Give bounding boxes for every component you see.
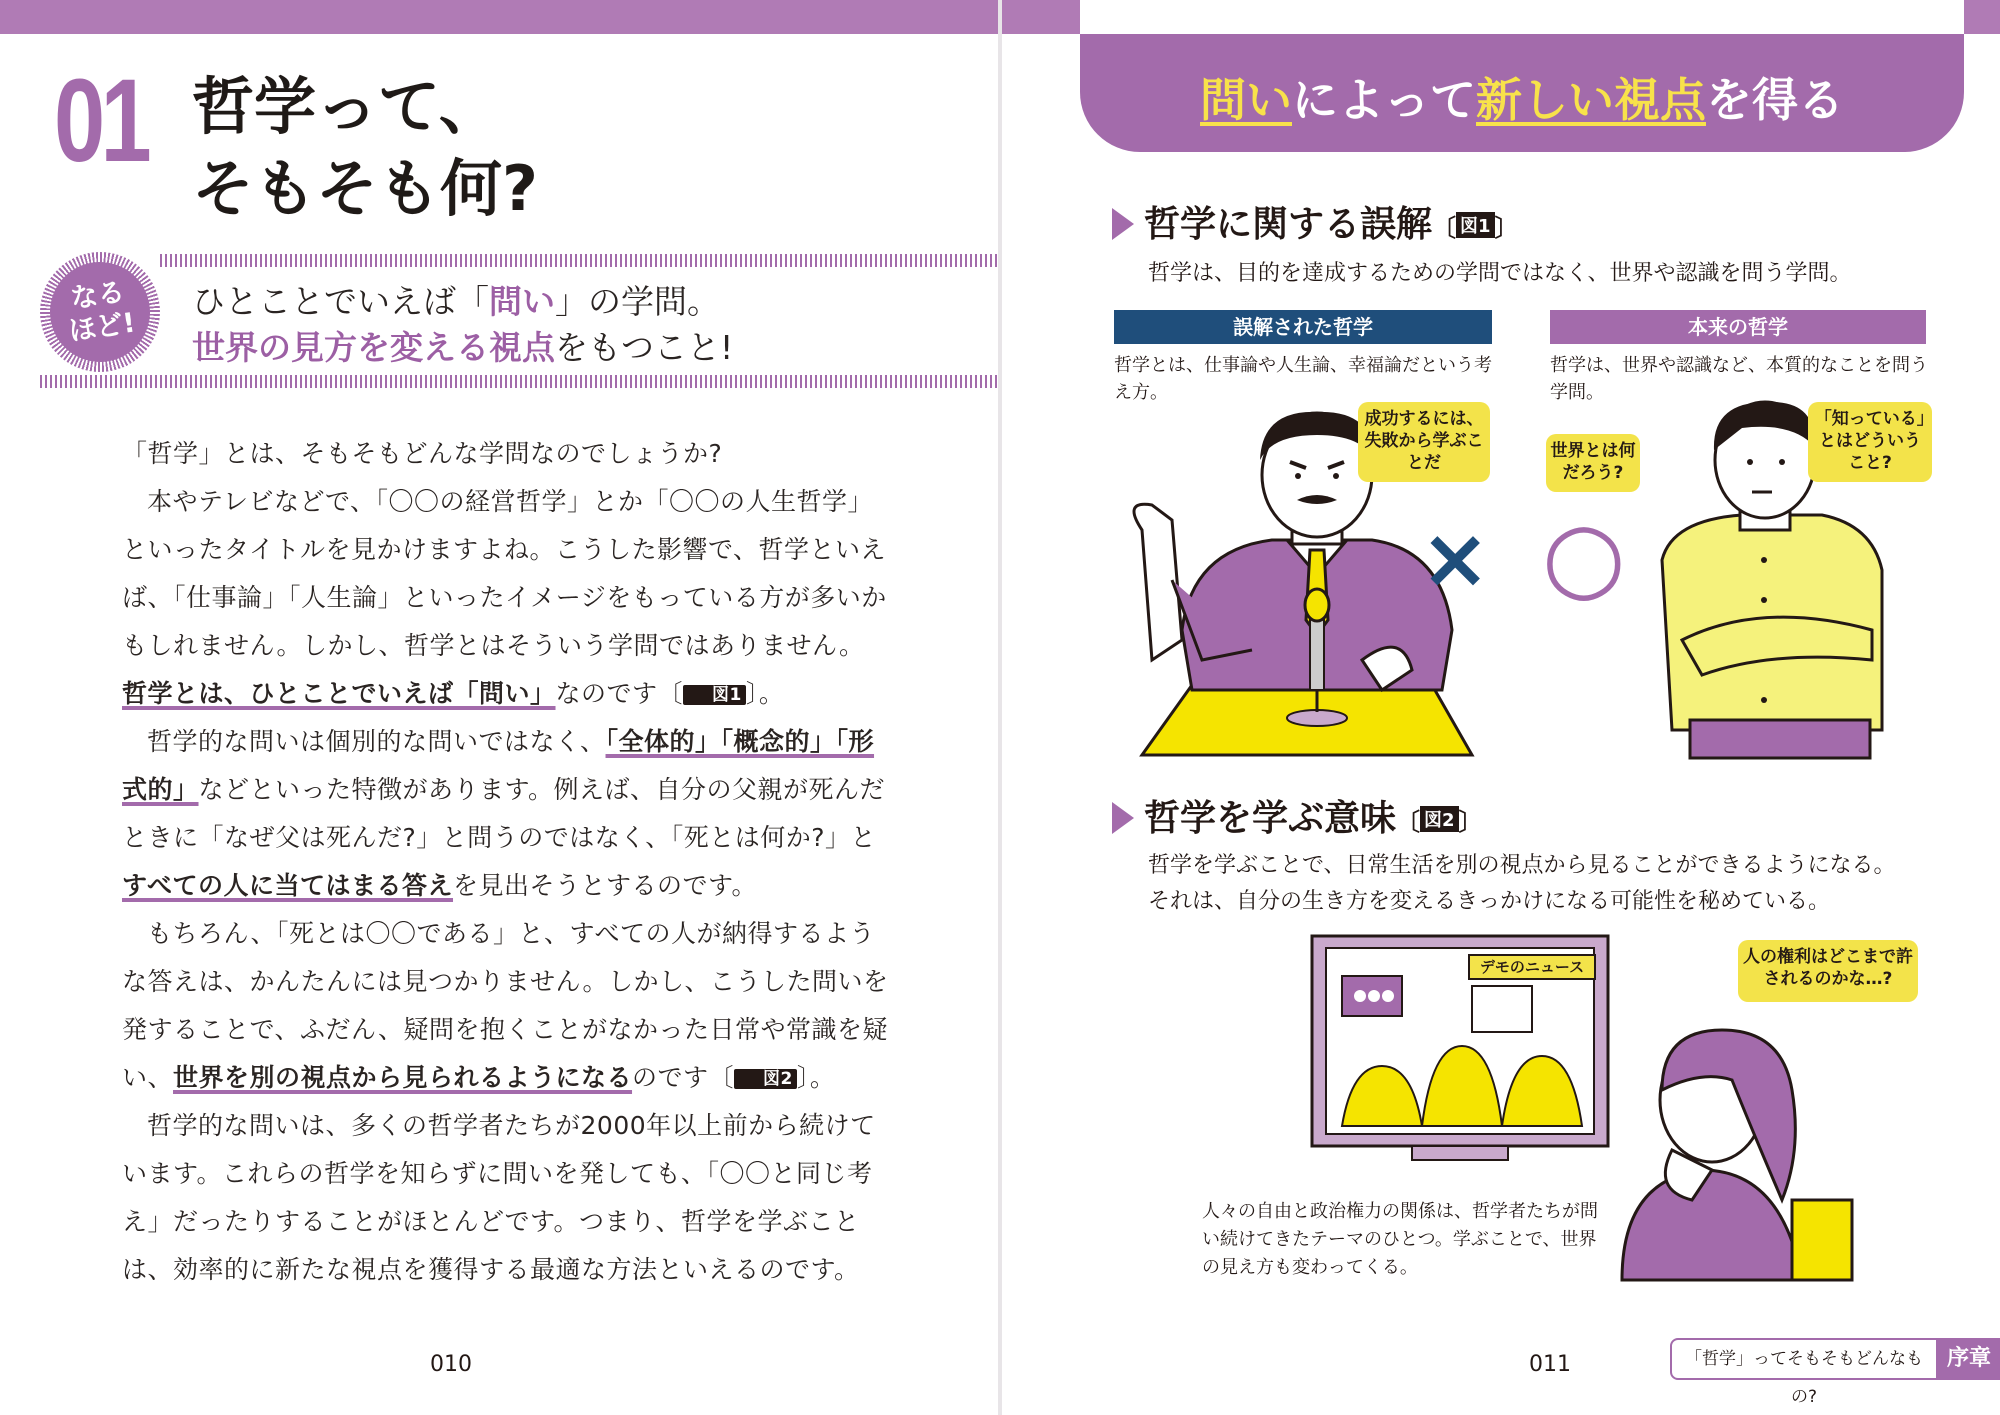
top-color-bar	[0, 0, 998, 34]
paragraph: 「哲学」とは、そもそもどんな学問なのでしょうか?	[122, 439, 723, 468]
chapter-number: 01	[54, 55, 148, 187]
triangle-bullet-icon	[1112, 208, 1134, 240]
figure-ref: 図1	[683, 685, 746, 705]
figure-2-caption: 人々の自由と政治権力の関係は、哲学者たちが問い続けてきたテーマのひとつ。学ぶことで、世界の見え方も変わってくる。	[1202, 1201, 1598, 1278]
tv-headline: デモのニュース	[1468, 954, 1596, 980]
speech-bubble: 世界とは何だろう?	[1546, 434, 1640, 492]
chapter-footer-tab	[1670, 1338, 2000, 1407]
misunderstood-desc: 哲学とは、仕事論や人生論、幸福論だという考え方。	[1114, 355, 1492, 403]
chapter-title	[192, 66, 538, 230]
circle-mark-icon: ○	[1542, 500, 1626, 612]
summary-box	[40, 252, 780, 392]
hatch-rule-top	[160, 254, 1040, 267]
footer-running-title: 「哲学」ってそもそもどんなもの?	[1670, 1338, 1938, 1380]
cross-mark-icon: ×	[1420, 509, 1491, 607]
badge-line-1: なる	[68, 276, 127, 315]
title-line-1: 哲学って、	[192, 70, 501, 143]
speech-bubble: 「知っている」とはどういうこと?	[1808, 402, 1932, 482]
badge-line-2: ほど!	[67, 307, 138, 348]
misunderstood-label: 誤解された哲学	[1114, 310, 1492, 344]
paragraph: 哲学的な問いは、多くの哲学者たちが2000年以上前から続けています。これらの哲学を知らずに問いを発しても、「〇〇と同じ考え」だったりすることがほとんどです。つまり、哲学を学ぶことは、効率的に新たな視点を獲得する最適な方法といえるのです。	[122, 1111, 876, 1284]
speech-bubble: 人の権利はどこまで許されるのかな…?	[1738, 940, 1918, 1002]
naruhodo-badge	[40, 252, 160, 372]
title-line-2: そもそも何?	[192, 152, 538, 225]
section-subtitle-1: 哲学は、目的を達成するための学問ではなく、世界や認識を問う学問。	[1148, 261, 1852, 286]
summary-line-2: 世界の見方を変える視点をもつこと!	[192, 328, 734, 367]
page-number: 010	[430, 1352, 472, 1377]
footer-chapter-label: 序章	[1938, 1338, 2000, 1380]
hatch-rule-bottom	[40, 375, 998, 388]
woman-illustration	[1602, 1000, 1862, 1290]
summary-line-1: ひとことでいえば「問い」の学問。	[192, 282, 720, 321]
left-page	[0, 0, 998, 1415]
speech-bubble: 成功するには、失敗から学ぶことだ	[1358, 402, 1490, 482]
top-color-bar	[1964, 0, 2000, 34]
paragraph: 哲学的な問いは個別的な問いではなく、「全体的」「概念的」「形式的」などといった特徴があります。例えば、自分の父親が死んだときに「なぜ父は死んだ?」と問うのではなく、「死とは何か?」とすべての人に当てはまる答えを見出そうとするのです。	[122, 727, 886, 900]
section-heading-2: 哲学を学ぶ意味〔 図2 〕	[1112, 790, 1483, 841]
top-color-bar	[1002, 0, 1080, 34]
triangle-bullet-icon	[1112, 802, 1134, 834]
right-page	[1002, 0, 2000, 1415]
figure-ref: 図2	[734, 1069, 797, 1089]
section-subtitle-2: 哲学を学ぶことで、日常生活を別の視点から見ることができるようになる。 それは、自分の生き方を変えるきっかけになる可能性を秘めている。	[1148, 853, 1896, 914]
section-heading-1: 哲学に関する誤解〔 図1 〕	[1112, 196, 1519, 247]
paragraph: もちろん、「死とは〇〇である」と、すべての人が納得するような答えは、かんたんには見つかりません。しかし、こうした問いを発することで、ふだん、疑問を抱くことがなかった日常や常識を疑い、世界を別の視点から見られるようになるのです〔 図2 〕。	[122, 919, 889, 1092]
paragraph: 本やテレビなどで、「〇〇の経営哲学」とか「〇〇の人生哲学」といったタイトルを見かけますよね。こうした影響で、哲学といえば、「仕事論」「人生論」といったイメージをもっている方が多いかもしれません。しかし、哲学とはそういう学問ではありません。哲学とは、ひとことでいえば「問い」なのです〔 図1 〕。	[122, 487, 887, 708]
heading-banner: 問いによって新しい視点を得る	[1080, 34, 1964, 152]
page-number: 011	[1529, 1352, 1571, 1377]
true-philosophy-label: 本来の哲学	[1550, 310, 1926, 344]
body-text	[122, 430, 890, 1294]
true-philosophy-desc: 哲学は、世界や認識など、本質的なことを問う学問。	[1550, 355, 1928, 403]
